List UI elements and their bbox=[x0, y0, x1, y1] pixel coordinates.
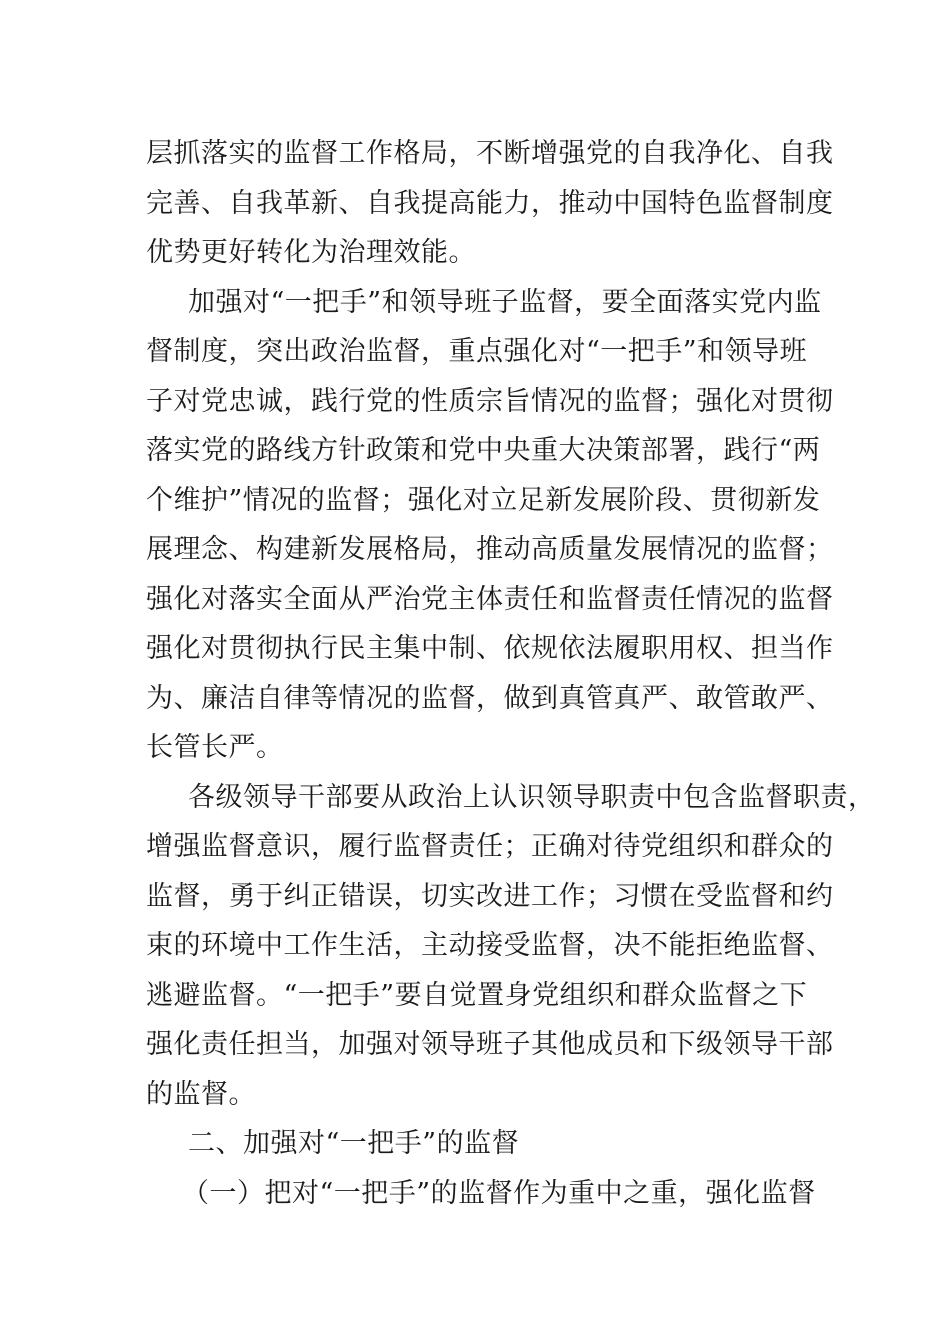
text-line: 监督，勇于纠正错误，切实改进工作；习惯在受监督和约 bbox=[146, 880, 834, 912]
text-line: 子对党忠诚，践行党的性质宗旨情况的监督；强化对贯彻 bbox=[146, 385, 834, 417]
text-line: 强化责任担当，加强对领导班子其他成员和下级领导干部 bbox=[146, 1029, 834, 1060]
paragraph-start-line: 各级领导干部要从政治上认识领导职责中包含监督职责， bbox=[188, 781, 876, 813]
text-line: 逃避监督。“一把手”要自觉置身党组织和群众监督之下 bbox=[146, 979, 808, 1011]
subsection-heading: （一）把对“一把手”的监督作为重中之重，强化监督 bbox=[182, 1177, 816, 1209]
text-line: 层抓落实的监督工作格局，不断增强党的自我净化、自我 bbox=[146, 138, 834, 169]
paragraph-start-line: 加强对“一把手”和领导班子监督，要全面落实党内监 bbox=[188, 286, 822, 318]
section-heading: 二、加强对“一把手”的监督 bbox=[188, 1128, 520, 1159]
text-line: 优势更好转化为治理效能。 bbox=[146, 237, 476, 268]
text-line: 展理念、构建新发展格局，推动高质量发展情况的监督； bbox=[146, 534, 834, 565]
text-line: 强化对贯彻执行民主集中制、依规依法履职用权、担当作 bbox=[146, 633, 834, 664]
text-line: 强化对落实全面从严治党主体责任和监督责任情况的监督 bbox=[146, 583, 834, 615]
text-line: 落实党的路线方针政策和党中央重大决策部署，践行“两 bbox=[146, 435, 821, 466]
text-line: 个维护”情况的监督；强化对立足新发展阶段、贯彻新发 bbox=[146, 484, 821, 516]
text-line: 长管长严。 bbox=[146, 732, 284, 763]
text-line: 束的环境中工作生活，主动接受监督，决不能拒绝监督、 bbox=[146, 930, 834, 961]
text-line: 的监督。 bbox=[146, 1078, 256, 1110]
text-line: 为、廉洁自律等情况的监督，做到真管真严、敢管敢严、 bbox=[146, 682, 834, 714]
document-body bbox=[146, 129, 876, 1218]
text-line: 督制度，突出政治监督，重点强化对“一把手”和领导班 bbox=[146, 336, 808, 367]
text-line: 完善、自我革新、自我提高能力，推动中国特色监督制度 bbox=[146, 187, 834, 219]
text-line: 增强监督意识，履行监督责任；正确对待党组织和群众的 bbox=[146, 831, 834, 862]
